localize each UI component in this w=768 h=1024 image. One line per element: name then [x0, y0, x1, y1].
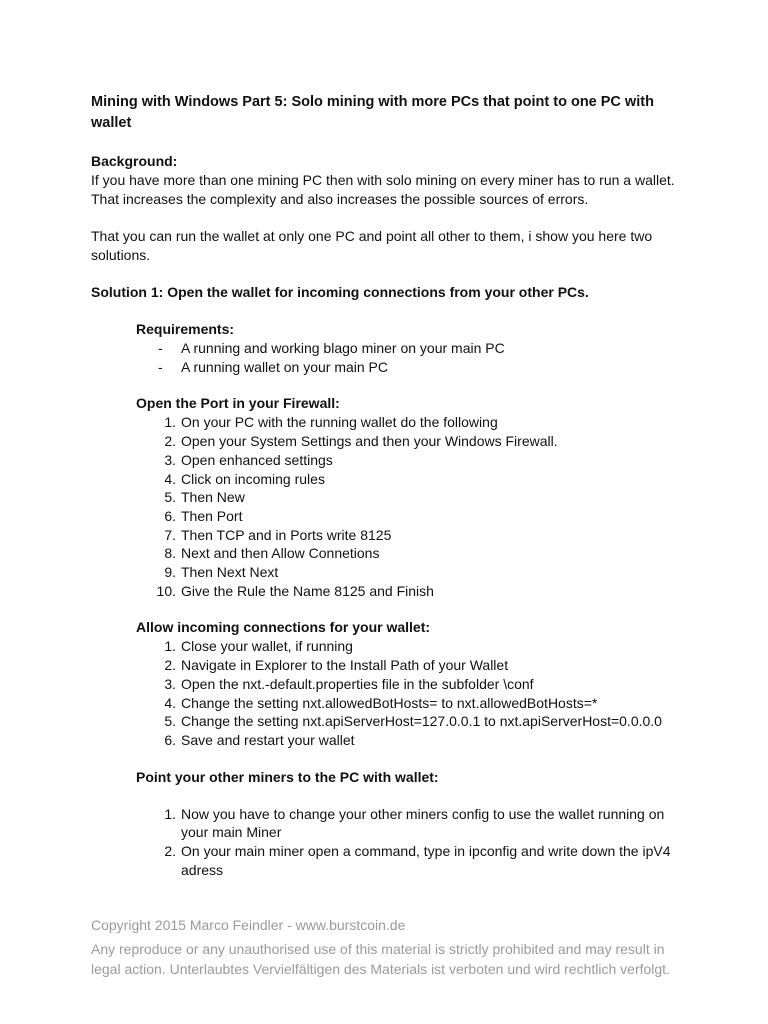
- page-footer: [91, 915, 691, 979]
- list-item: 2. Navigate in Explorer to the Install Path of your Wallet: [164, 657, 509, 674]
- allow-connections-heading: Allow incoming connections for your wallet:: [136, 619, 431, 636]
- list-item: 3. Open the nxt.-default.properties file in the subfolder \conf: [164, 675, 534, 692]
- firewall-steps-list: [91, 413, 691, 600]
- background-paragraph-1: If you have more than one mining PC then with solo mining on every miner has to run a wallet. That increases the complexity and also increases the possible sources of errors.: [91, 172, 675, 207]
- list-item: 6. Then Port: [164, 507, 243, 524]
- document-title: Mining with Windows Part 5: Solo mining with more PCs that point to one PC with wallet: [91, 94, 654, 131]
- list-item: 2. Open your System Settings and then your Windows Firewall.: [164, 433, 558, 450]
- background-heading: Background:: [91, 153, 178, 169]
- list-item: 1. On your PC with the running wallet do the following: [164, 414, 498, 431]
- list-item: 2. On your main miner open a command, type in ipconfig and write down the ipV4 adress: [164, 843, 671, 878]
- requirements-heading: Requirements:: [136, 321, 235, 337]
- list-item: 1. Now you have to change your other miners config to use the wallet running on your main Miner: [164, 805, 665, 841]
- point-miners-heading: Point your other miners to the PC with wallet:: [136, 768, 439, 785]
- list-item: 6. Save and restart your wallet: [164, 731, 355, 748]
- background-paragraph-2: That you can run the wallet at only one PC and point all other to them, i show you here two solutions.: [91, 228, 653, 263]
- document-body: [91, 92, 691, 879]
- list-item: - A running wallet on your main PC: [158, 358, 388, 375]
- legal-notice: Any reproduce or any unauthorised use of this material is strictly prohibited and may result in legal action. Unterlaubtes Vervielfältigen des Materials ist verboten und wird rechtlich verfolgt.: [91, 941, 670, 977]
- list-item: - A running and working blago miner on your main PC: [158, 340, 505, 356]
- requirements-list: [91, 339, 691, 376]
- list-item: 5. Then New: [164, 489, 245, 506]
- list-item: 4. Change the setting nxt.allowedBotHosts= to nxt.allowedBotHosts=*: [164, 694, 598, 711]
- list-item: 1. Close your wallet, if running: [164, 638, 353, 655]
- list-item: 7. Then TCP and in Ports write 8125: [164, 526, 392, 543]
- list-item: 8. Next and then Allow Connetions: [164, 545, 380, 562]
- copyright-text: Copyright 2015 Marco Feindler - www.burstcoin.de: [91, 917, 406, 933]
- solution-1-heading: Solution 1: Open the wallet for incoming connections from your other PCs.: [91, 284, 589, 300]
- list-item: 4. Click on incoming rules: [164, 470, 325, 487]
- list-item: 10. Give the Rule the Name 8125 and Finish: [156, 582, 434, 599]
- list-item: 5. Change the setting nxt.apiServerHost=127.0.0.1 to nxt.apiServerHost=0.0.0.0: [164, 713, 662, 730]
- list-item: 3. Open enhanced settings: [164, 451, 333, 468]
- point-steps-list: [91, 805, 691, 880]
- allow-steps-list: [91, 637, 691, 749]
- list-item: 9. Then Next Next: [164, 564, 279, 581]
- firewall-heading: Open the Port in your Firewall:: [136, 395, 340, 412]
